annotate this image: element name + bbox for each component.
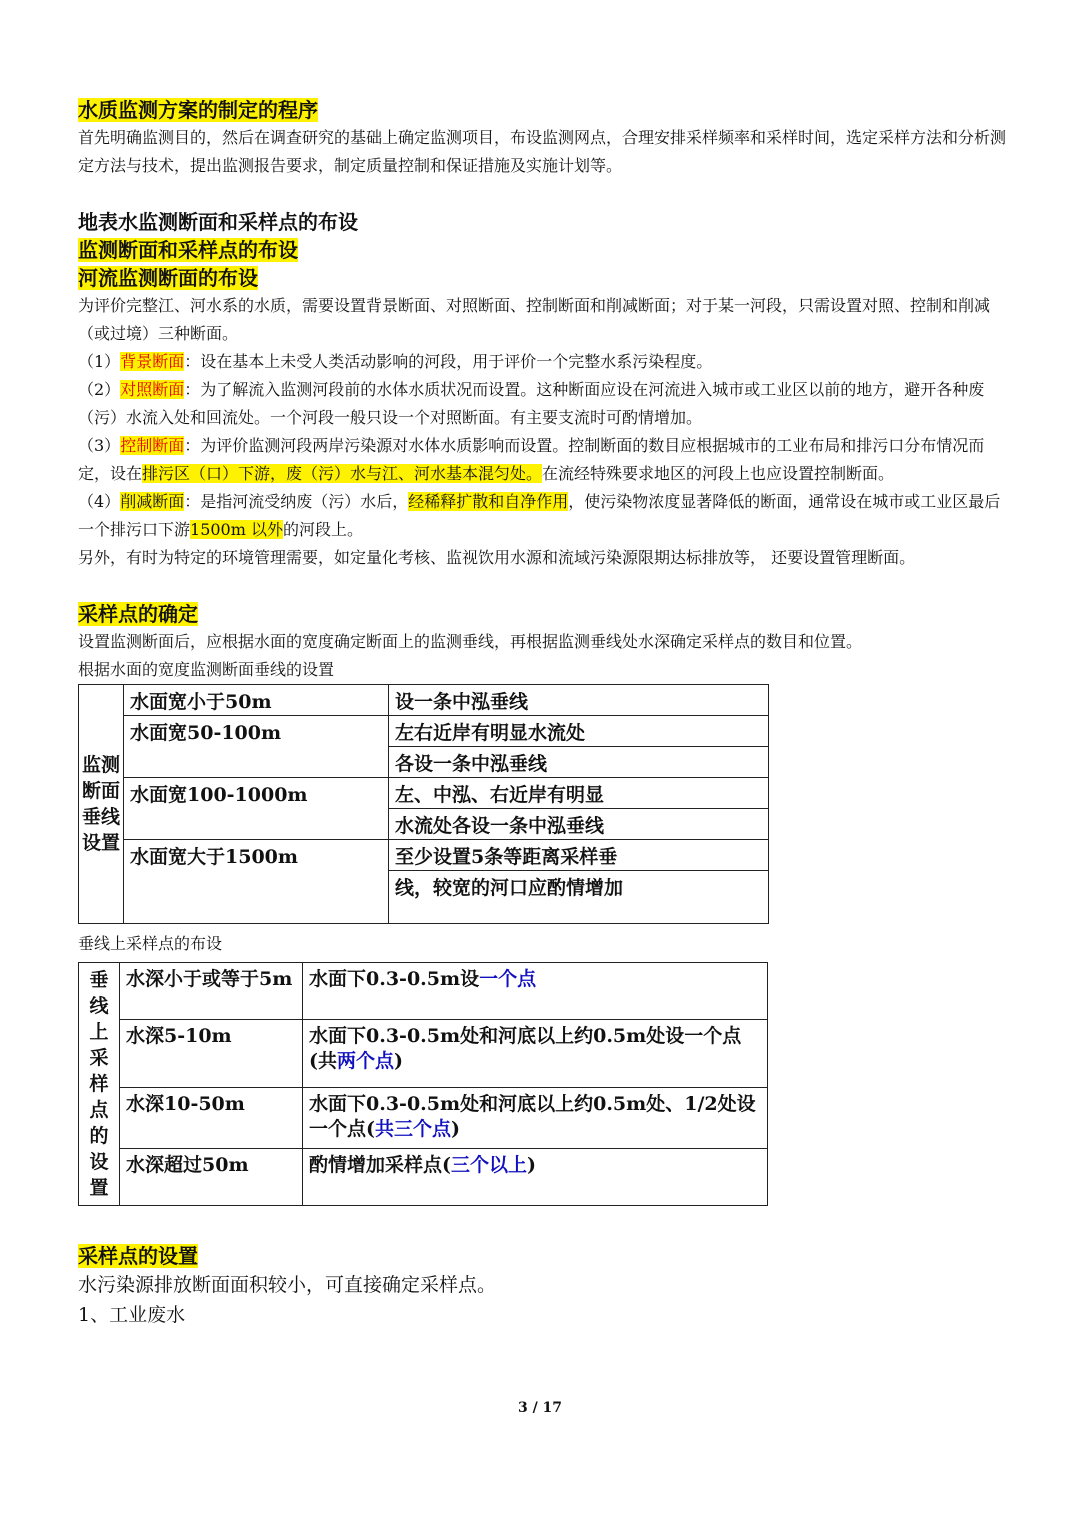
table-cell: 水深5-10m [120, 1020, 303, 1087]
list-number: （1） [78, 352, 121, 371]
paragraph: 设置监测断面后，应根据水面的宽度确定断面上的监测垂线，再根据监测垂线处水深确定采样点的数目和位置。 [78, 632, 863, 651]
table-caption: 垂线上采样点的布设 [78, 934, 223, 953]
list-text: ：为评价监测河段两岸污染源对水体水质影响而设置。控制断面的数目应根据城市的工业布局和排污口分布情况而定，设在 [78, 436, 985, 483]
table-cell: 至少设置5条等距离采样垂 [389, 840, 769, 871]
paragraph: 首先明确监测目的，然后在调查研究的基础上确定监测项目，布设监测网点，合理安排采样频率和采样时间，选定采样方法和分析测定方法与技术，提出监测报告要求，制定质量控制和保证措施及实施计划等。 [78, 128, 1007, 175]
list-number: （3） [78, 436, 121, 455]
cell-text: 水面下0.3-0.5m处和河底以上约0.5m处设一个点(共 [309, 1025, 742, 1073]
section-heading [78, 96, 1008, 124]
cell-text: ) [451, 1117, 461, 1140]
cell-emphasis: 三个以上 [451, 1153, 528, 1176]
table-cell: 水深10-50m [120, 1087, 303, 1148]
page-number: 3 / 17 [517, 1400, 563, 1416]
section-heading [78, 1242, 1008, 1270]
table-cell: 水面宽50-100m [124, 716, 389, 778]
list-item [78, 348, 1008, 376]
cell-emphasis: 共三个点 [375, 1117, 452, 1140]
table-cell: 水面宽小于50m [124, 685, 389, 716]
list-item [78, 488, 1008, 544]
highlighted-text: 1500m 以外 [190, 520, 283, 539]
cell-emphasis: 一个点 [479, 968, 537, 990]
cell-text: 水面下0.3-0.5m处和河底以上约0.5m处、1/2处设一个点( [309, 1092, 756, 1140]
table-cell: 水流处各设一条中泓垂线 [389, 809, 769, 840]
table-row [79, 685, 769, 716]
cell-text: ) [527, 1153, 537, 1176]
paragraph: 另外，有时为特定的环境管理需要，如定量化考核、监视饮用水源和流域污染源限期达标排放等， 还要设置管理断面。 [78, 548, 916, 567]
subsection-heading [78, 236, 1008, 264]
list-number: （2） [78, 380, 121, 399]
list-text: ，使污染物浓度显著降低的断面，通常设在城市或工业区最后一个排污口下游 [78, 492, 1001, 539]
section-heading [78, 600, 1008, 628]
cell-emphasis: 两个点 [337, 1050, 395, 1073]
table-cell: 水深小于或等于5m [120, 963, 303, 1020]
table-cell [303, 1148, 768, 1205]
heading-text: 采样点的确定 [78, 602, 198, 626]
heading-text: 采样点的设置 [78, 1244, 198, 1268]
table-cell: 各设一条中泓垂线 [389, 747, 769, 778]
cell-text: ) [394, 1050, 404, 1073]
list-item [78, 432, 1008, 488]
list-text: 的河段上。 [283, 520, 364, 539]
table-caption: 根据水面的宽度监测断面垂线的设置 [78, 660, 335, 679]
table-row [79, 963, 768, 1020]
subsection-heading [78, 264, 1008, 292]
table-cell: 左右近岸有明显水流处 [389, 716, 769, 747]
table-cell [303, 1020, 768, 1087]
table-cell [303, 963, 768, 1020]
table-vertical-label: 监测断面垂线设置 [79, 685, 124, 924]
paragraph: 水污染源排放断面面积较小，可直接确定采样点。 [78, 1274, 497, 1296]
highlighted-term: 背景断面 [120, 352, 185, 371]
list-text: ：为了解流入监测河段前的水体水质状况而设置。这种断面应设在河流进入城市或工业区以前的地方，避开各种废（污）水流入处和回流处。一个河段一般只设一个对照断面。有主要支流时可酌情增加。 [78, 380, 985, 427]
list-item: 1、工业废水 [78, 1304, 186, 1326]
list-number: （4） [78, 492, 121, 511]
sampling-point-table [78, 962, 768, 1206]
highlighted-text: 排污区（口）下游，废（污）水与江、河水基本混匀处。 [142, 464, 543, 483]
table-row [79, 1087, 768, 1148]
heading-text: 水质监测方案的制定的程序 [78, 98, 318, 122]
table-cell [303, 1087, 768, 1148]
list-text: ：是指河流受纳废（污）水后， [184, 492, 409, 511]
table-row [79, 716, 769, 747]
highlighted-text: 经稀释扩散和自净作用 [408, 492, 569, 511]
table-row [79, 840, 769, 871]
paragraph: 为评价完整江、河水系的水质，需要设置背景断面、对照断面、控制断面和削减断面；对于某一河段，只需设置对照、控制和削减（或过境）三种断面。 [78, 296, 991, 343]
table-cell: 线，较宽的河口应酌情增加 [389, 871, 769, 924]
heading-text: 河流监测断面的布设 [78, 266, 258, 290]
table-vertical-label: 垂线上采样点的设置 [79, 963, 120, 1206]
table-cell: 左、中泓、右近岸有明显 [389, 778, 769, 809]
heading-text: 监测断面和采样点的布设 [78, 238, 298, 262]
cell-text: 酌情增加采样点( [309, 1153, 451, 1176]
highlighted-term: 削减断面 [120, 492, 185, 511]
cell-text: 水面下0.3-0.5m设 [309, 968, 480, 990]
table-row [79, 1148, 768, 1205]
highlighted-term: 控制断面 [120, 436, 185, 455]
table-row [79, 778, 769, 809]
document-page [78, 92, 1008, 1330]
highlighted-term: 对照断面 [120, 380, 185, 399]
table-cell: 水深超过50m [120, 1148, 303, 1205]
table-row [79, 1020, 768, 1087]
list-item [78, 376, 1008, 432]
table-cell: 水面宽100-1000m [124, 778, 389, 840]
vertical-line-table [78, 684, 769, 924]
section-heading: 地表水监测断面和采样点的布设 [78, 210, 358, 234]
list-text: ：设在基本上未受人类活动影响的河段，用于评价一个完整水系污染程度。 [184, 352, 713, 371]
table-cell: 水面宽大于1500m [124, 840, 389, 924]
list-text: 在流经特殊要求地区的河段上也应设置控制断面。 [542, 464, 895, 483]
table-cell: 设一条中泓垂线 [389, 685, 769, 716]
